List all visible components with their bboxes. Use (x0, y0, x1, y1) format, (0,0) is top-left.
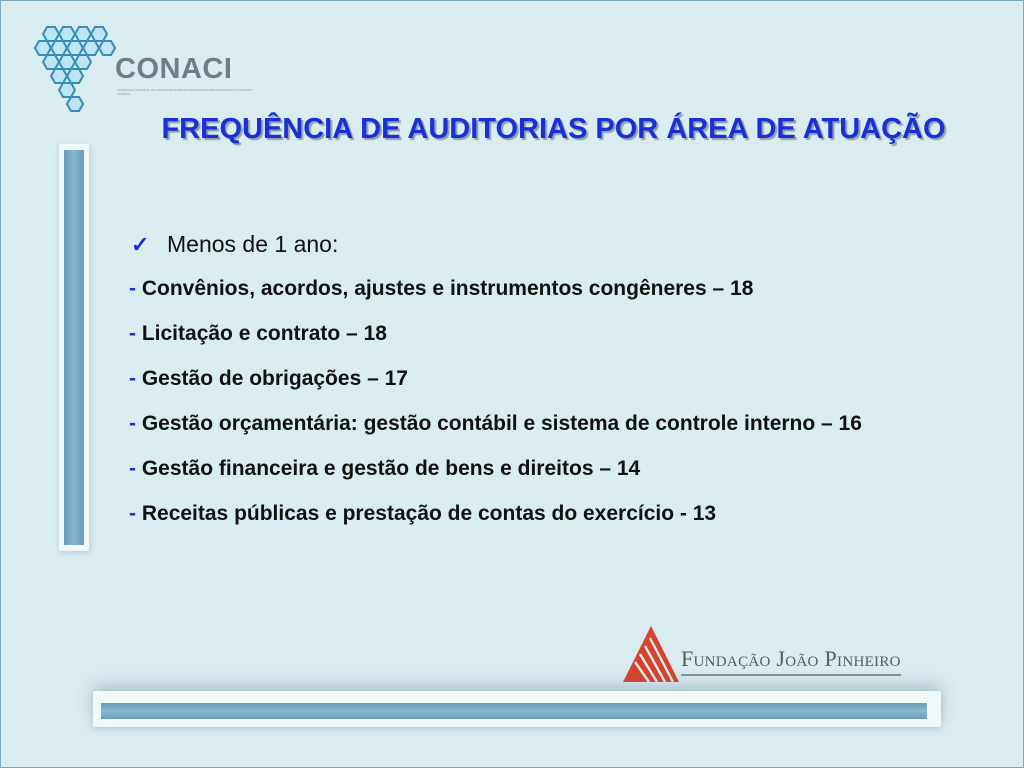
fjp-triangle-icon (621, 624, 681, 684)
slide-title: FREQUÊNCIA DE AUDITORIAS POR ÁREA DE ATUAÇÃO (161, 113, 946, 145)
list-item-text: Receitas públicas e prestação de contas do exercício - 13 (141, 502, 717, 525)
hexagon-cluster-icon (27, 23, 119, 113)
logo-name: CONACI (115, 53, 233, 85)
fjp-logo (621, 624, 941, 684)
list-item (129, 320, 909, 348)
list-item-text: Convênios, acordos, ajustes e instrumentos congêneres – 18 (141, 277, 754, 300)
left-accent-bar (59, 144, 89, 551)
fjp-name: Fundação João Pinheiro (681, 646, 901, 676)
bottom-accent-bar-fill (101, 703, 927, 719)
list-item (129, 275, 909, 303)
list-item-text: Licitação e contrato – 18 (141, 322, 387, 345)
logo-subtitle: CONSELHO NACIONAL DE CONTROLE INTERNO DOS ESTADOS BRASILEIROS E DO DISTRITO FEDERAL (117, 88, 253, 96)
checkmark-icon: ✓ (131, 231, 150, 257)
dash-marker: - (129, 277, 136, 300)
list-item (129, 455, 909, 483)
subhead-label: Menos de 1 ano: (167, 231, 339, 257)
conaci-logo (27, 23, 257, 113)
list-item (129, 500, 909, 528)
dash-marker: - (129, 322, 136, 345)
dash-marker: - (129, 367, 136, 390)
list-item-text: Gestão de obrigações – 17 (141, 367, 408, 390)
slide-content (129, 231, 909, 545)
dash-marker: - (129, 457, 136, 480)
subhead (129, 231, 909, 258)
list-item-text: Gestão orçamentária: gestão contábil e sistema de controle interno – 16 (141, 412, 862, 435)
left-accent-bar-fill (64, 150, 84, 545)
dash-marker: - (129, 412, 136, 435)
list-item (129, 365, 909, 393)
dash-marker: - (129, 502, 136, 525)
list-item-text: Gestão financeira e gestão de bens e direitos – 14 (141, 457, 641, 480)
list-item (129, 410, 909, 438)
bottom-accent-bar (93, 691, 941, 727)
